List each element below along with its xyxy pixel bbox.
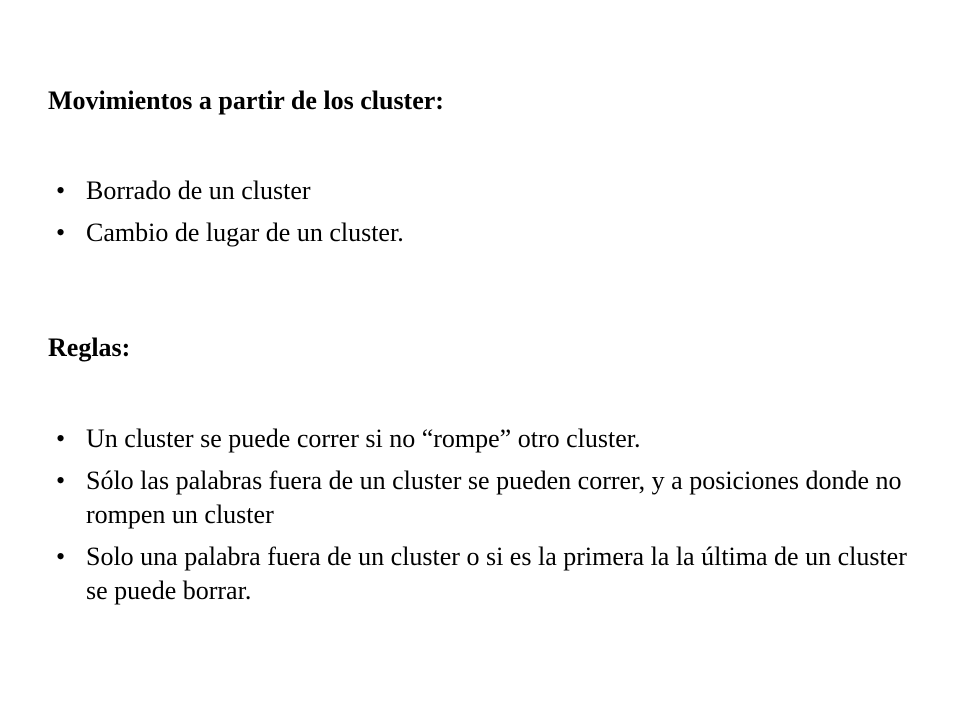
list-item-text: Borrado de un cluster	[86, 176, 311, 205]
list-item	[48, 464, 908, 532]
bullet-icon: •	[56, 424, 66, 453]
list-item-text: Un cluster se puede correr si no “rompe” otro cluster.	[86, 424, 641, 453]
bullet-icon: •	[56, 466, 66, 495]
section-heading-movimientos: Movimientos a partir de los cluster:	[48, 86, 444, 115]
movimientos-list	[48, 174, 908, 258]
list-item	[48, 422, 908, 456]
bullet-icon: •	[56, 542, 66, 571]
section-heading-reglas: Reglas:	[48, 333, 131, 362]
list-item	[48, 216, 908, 250]
bullet-icon: •	[56, 218, 66, 247]
list-item	[48, 174, 908, 208]
list-item-text: Cambio de lugar de un cluster.	[86, 218, 404, 247]
bullet-icon: •	[56, 176, 66, 205]
reglas-list	[48, 422, 908, 616]
list-item-text: Sólo las palabras fuera de un cluster se pueden correr, y a posiciones donde no rompen un cluster	[86, 466, 902, 529]
list-item	[48, 540, 908, 608]
list-item-text: Solo una palabra fuera de un cluster o si es la primera la la última de un cluster se puede borrar.	[86, 542, 907, 605]
